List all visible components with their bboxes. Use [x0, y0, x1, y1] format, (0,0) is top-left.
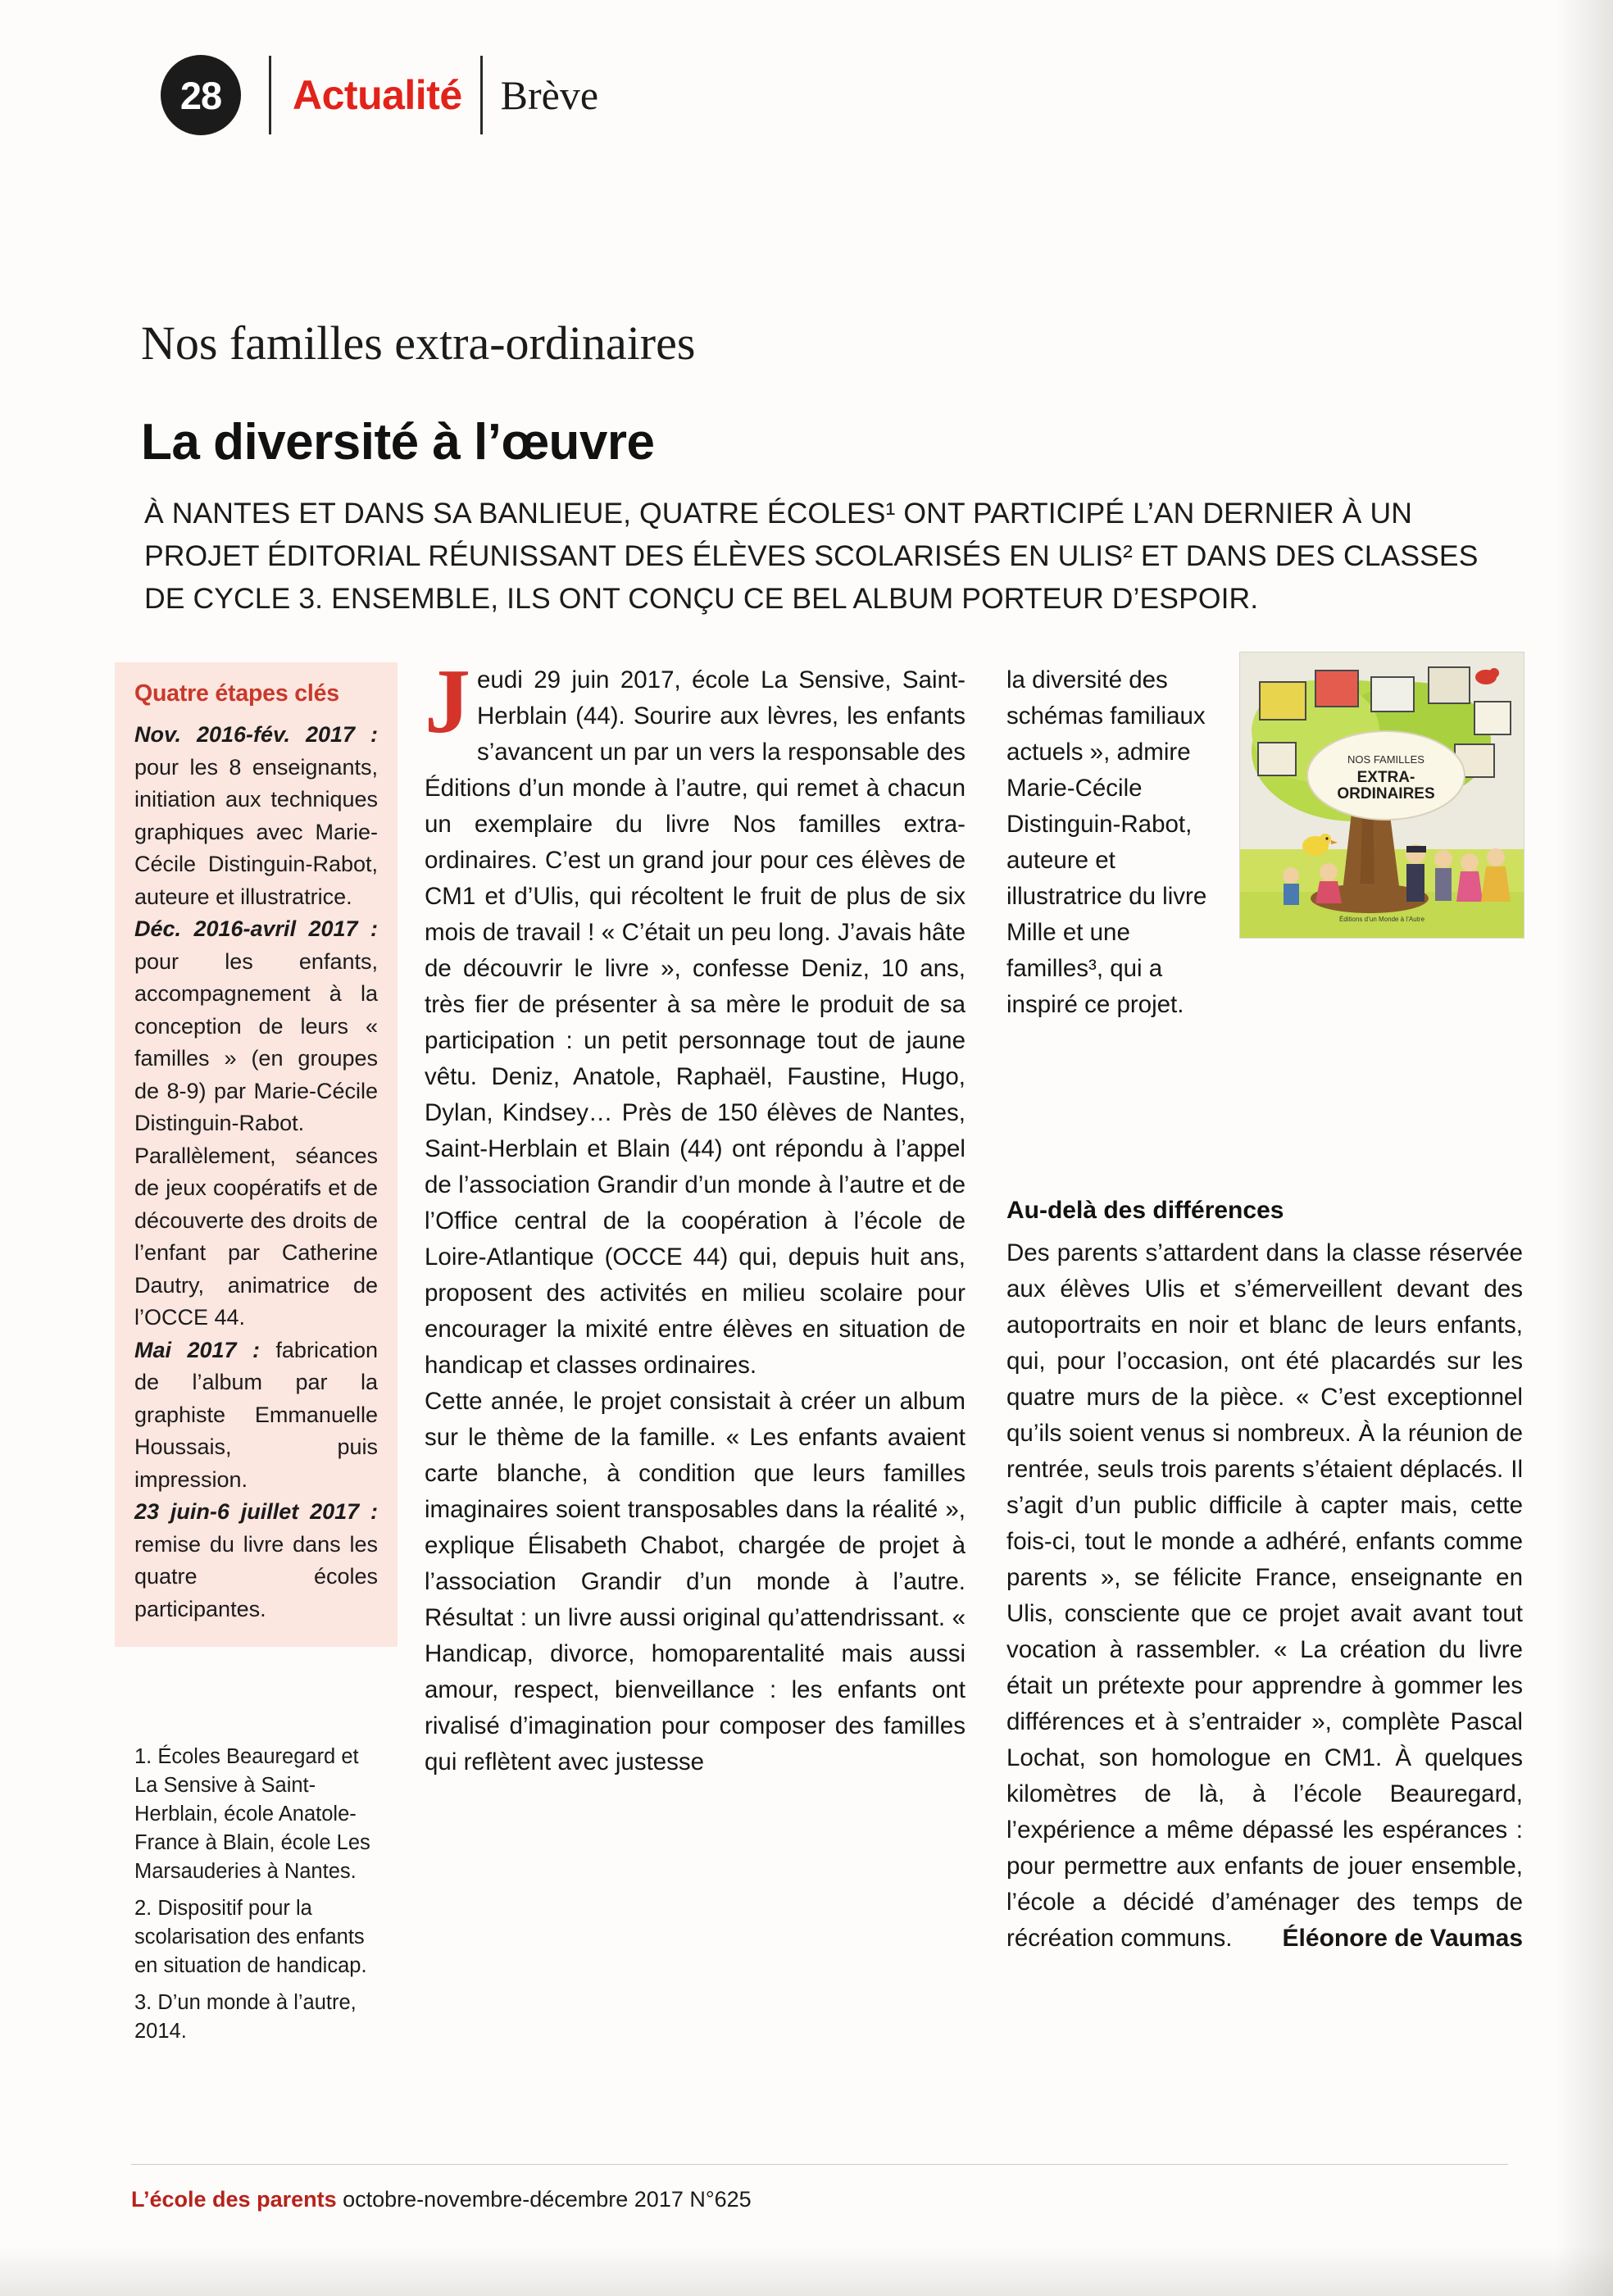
footnote-1: 1. Écoles Beauregard et La Sensive à Saint-Herblain, école Anatole-France à Blain, école Les Marsauderies à Nantes.: [134, 1745, 370, 1883]
page-title: La diversité à l’œuvre: [141, 413, 655, 471]
section-subhead: Au-delà des différences: [1006, 1197, 1284, 1224]
book-cover-illustration: [1240, 652, 1524, 938]
key-step-item: [134, 1496, 378, 1625]
article-standfirst: À NANTES ET DANS SA BANLIEUE, QUATRE ÉCOLES¹ ONT PARTICIPÉ L’AN DERNIER À UN PROJET ÉDITORIAL RÉUNISSANT DES ÉLÈVES SCOLARISÉS EN ULIS² ET DANS DES CLASSES DE CYCLE 3. ENSEMBLE, ILS ONT CONÇU CE BEL ALBUM PORTEUR D’ESPOIR.: [144, 497, 1479, 615]
key-steps-title: Quatre étapes clés: [134, 680, 339, 707]
svg-text:NOS FAMILLES: NOS FAMILLES: [1347, 753, 1424, 766]
page-footer: [131, 2187, 1524, 2212]
sous-rubrique-label: Brève: [500, 72, 599, 118]
scan-shadow-bottom: [0, 2247, 1613, 2296]
header-divider-1: [269, 56, 271, 134]
rubrique-label: Actualité: [293, 72, 462, 118]
key-step-item: [134, 719, 378, 913]
drop-cap: J: [425, 651, 470, 752]
header-divider-2: [480, 56, 483, 134]
page-number-badge: 28: [161, 55, 241, 135]
key-step-date: Mai 2017 :: [134, 1337, 260, 1362]
svg-text:ORDINAIRES: ORDINAIRES: [1337, 785, 1435, 802]
key-step-text: fabrication de l’album par la graphiste Emmanuelle Houssais, puis impression.: [134, 1337, 378, 1492]
svg-text:Éditions d’un Monde à l’Autre: Éditions d’un Monde à l’Autre: [1338, 916, 1425, 923]
body-paragraph-2: Cette année, le projet consistait à créer un album sur le thème de la famille. « Les enfants avaient carte blanche, à condition que leurs familles imaginaires soient transposables dans la réalité », explique Élisabeth Chabot, chargée de projet à l’association Grandir d’un monde à l’autre. Résultat : un livre aussi original qu’attendrissant. « Handicap, divorce, homoparentalité mais aussi amour, respect, bienveillance : les enfants ont rivalisé d’imagination pour composer des familles qui reflètent avec justesse: [425, 1388, 966, 1775]
footer-brand: L’école des parents: [131, 2187, 337, 2212]
article-body-column-1: [425, 651, 966, 1780]
footnote-3: 3. D’un monde à l’autre, 2014.: [134, 1991, 357, 2043]
footnote-2: 2. Dispositif pour la scolarisation des enfants en situation de handicap.: [134, 1897, 367, 1977]
article-body-column-2: [1006, 1193, 1523, 1957]
key-step-text: remise du livre dans les quatre écoles participantes.: [134, 1531, 378, 1621]
key-step-item: [134, 1334, 378, 1497]
key-step-date: Déc. 2016-avril 2017 :: [134, 916, 378, 941]
key-step-date: Nov. 2016-fév. 2017 :: [134, 722, 378, 747]
key-steps-box: [115, 662, 398, 1647]
footnotes: [134, 1743, 380, 2054]
body-paragraph-3: [1006, 1235, 1523, 1957]
body-paragraph-1-text: eudi 29 juin 2017, école La Sensive, Saint-Herblain (44). Sourire aux lèvres, les enfants s’avancent un par un vers la responsable des Éditions d’un monde à l’autre, qui remet à chacun un exemplaire du livre Nos familles extra-ordinaires. C’est un grand jour pour ces élèves de CM1 et d’Ulis, qui récoltent le fruit de plus de six mois de travail ! « C’était un peu long. J’avais hâte de découvrir le livre », confesse Deniz, 10 ans, très fier de présenter à sa mère le produit de sa participation : un petit personnage tout de jaune vêtu. Deniz, Anatole, Raphaël, Faustine, Hugo, Dylan, Kindsey… Près de 150 élèves de Nantes, Saint-Herblain et Blain (44) ont répondu à l’appel de l’association Grandir d’un monde à l’autre et de l’Office central de la coopération à l’école de Loire-Atlantique (OCCE 44) qui, depuis huit ans, proposent des activités en milieu scolaire pour encourager la mixité entre élèves en situation de handicap et classes ordinaires.: [425, 666, 966, 1379]
key-step-item: [134, 913, 378, 1334]
key-step-text: pour les 8 enseignants, initiation aux techniques graphiques avec Marie-Cécile Distinguin-Rabot, auteure et illustratrice.: [134, 754, 378, 909]
article-surtitre: Nos familles extra-ordinaires: [141, 316, 696, 370]
body-paragraph-1: [425, 651, 966, 1384]
key-step-date: 23 juin-6 juillet 2017 :: [134, 1499, 378, 1524]
author-signature: Éléonore de Vaumas: [1282, 1925, 1523, 1952]
key-step-text: pour les enfants, accompagnement à la conception de leurs « familles » (en groupes de 8-9) par Marie-Cécile Distinguin-Rabot. Parallèlement, séances de jeux coopératifs et de découverte des droits de l’enfant par Catherine Dautry, animatrice de l’OCCE 44.: [134, 948, 378, 1330]
page-header: [161, 51, 598, 139]
book-cover-image: [1239, 652, 1524, 939]
footer-divider: [131, 2164, 1508, 2165]
scan-shadow-right: [1556, 0, 1613, 2296]
sidebar-column: [115, 662, 398, 1647]
body-paragraph-3-text: Des parents s’attardent dans la classe réservée aux élèves Ulis et s’émerveillent devant des autoportraits en noir et blanc de leurs enfants, qui, pour l’occasion, ont été placardés sur les quatre murs de la pièce. « C’est exceptionnel qu’ils soient venus si nombreux. À la réunion de rentrée, seuls trois parents s’étaient déplacés. Il s’agit d’un public difficile à capter mais, cette fois-ci, tout le monde a adhéré, enfants comme parents », se félicite France, enseignante en Ulis, consciente que ce projet avait avant tout vocation à rassembler. « La création du livre était un prétexte pour apprendre à gommer les différences et à s’entraider », complète Pascal Lochat, son homologue en CM1. À quelques kilomètres de là, à l’école Beauregard, l’expérience a même dépassé les espérances : pour permettre aux enfants de jouer ensemble, l’école a décidé d’aménager des temps de récréation communs.: [1006, 1239, 1523, 1952]
svg-text:EXTRA-: EXTRA-: [1356, 769, 1415, 786]
article-body-column-2-top: la diversité des schémas familiaux actuels », admire Marie-Cécile Distinguin-Rabot, auteure et illustratrice du livre Mille et une familles³, qui a inspiré ce projet.: [1006, 666, 1207, 1018]
footer-issue: octobre-novembre-décembre 2017 N°625: [343, 2187, 752, 2212]
